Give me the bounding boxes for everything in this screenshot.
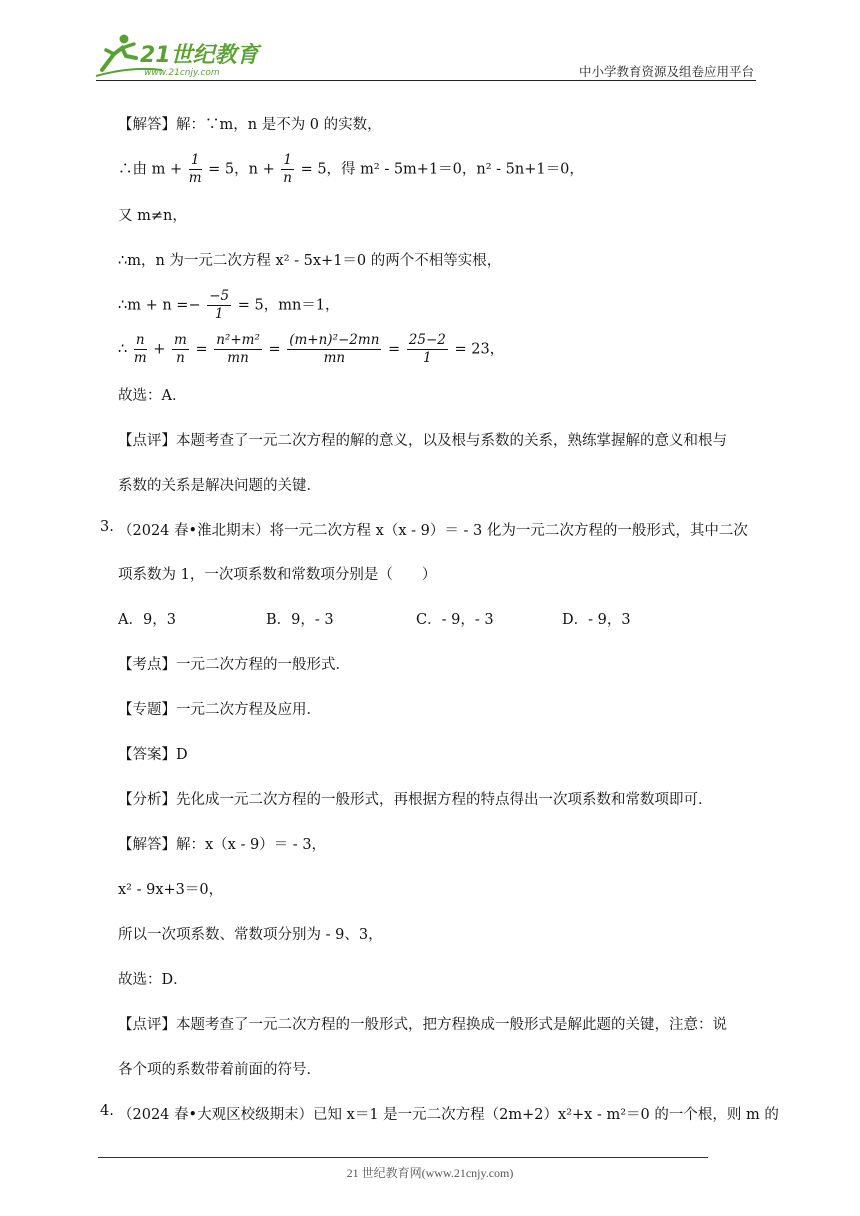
therefore-symbol: ∴: [118, 341, 128, 358]
solution-line-1: 【解答】解：x（x - 9）＝ - 3，: [118, 837, 327, 853]
numerator: (m+n)²−2mn: [289, 332, 380, 348]
answer-line-1: 【解答】解：∵m，n 是不为 0 的实数，: [118, 117, 382, 133]
answer-key-line: 【答案】D: [118, 747, 188, 763]
footer-link[interactable]: 21 世纪教育网(www.21cnjy.com): [346, 1166, 514, 1180]
answer-line-3: 又 m≠n，: [118, 208, 187, 224]
answer-line-4: ∴m，n 为一元二次方程 x² - 5x+1＝0 的两个不相等实根，: [118, 253, 502, 269]
denominator: m: [188, 170, 202, 186]
denominator: n: [283, 170, 292, 186]
footer-divider: [98, 1157, 708, 1158]
text-segment: ∴由 m +: [118, 161, 183, 178]
solution-line-3: 所以一次项系数、常数项分别为 - 9、3，: [118, 927, 383, 943]
numerator: 25−2: [408, 332, 446, 348]
numerator: n²+m²: [216, 332, 260, 348]
fraction-numeric: [407, 332, 448, 367]
runner-logo-icon: [92, 30, 262, 82]
denominator: 1: [423, 350, 432, 366]
option-a[interactable]: A．9，3: [118, 612, 176, 628]
denominator: n: [176, 350, 185, 366]
answer-line-2: [118, 152, 584, 187]
denominator: 1: [214, 306, 224, 322]
equals-sign: =: [195, 341, 208, 358]
solution-line-4: 故选：D．: [118, 972, 188, 988]
text-segment: = 5，n +: [208, 161, 275, 178]
question-3-number: 3.: [100, 519, 114, 535]
equals-sign: =: [388, 341, 401, 358]
numerator: n: [134, 332, 147, 350]
result-23: = 23，: [454, 341, 505, 358]
equals-sign: =: [268, 341, 281, 358]
header-platform-name: 中小学教育资源及组卷应用平台: [578, 64, 754, 79]
fraction-m-over-n: [172, 332, 189, 367]
site-logo[interactable]: [92, 30, 262, 82]
kaodian-line: 【考点】一元二次方程的一般形式．: [118, 657, 350, 673]
comment2-line-2: 各个项的系数带着前面的符号．: [118, 1062, 321, 1078]
option-d[interactable]: D．- 9，3: [562, 612, 631, 628]
text-segment: = 5，得 m² - 5m+1＝0，n² - 5n+1＝0，: [300, 161, 584, 178]
fraction-1-over-m: [189, 152, 202, 187]
comment-line-2: 系数的关系是解决问题的关键．: [118, 478, 321, 494]
zhuanti-line: 【专题】一元二次方程及应用．: [118, 702, 321, 718]
question-4-number: 4.: [100, 1103, 114, 1119]
answer-line-7: 故选：A．: [118, 388, 187, 404]
numerator: 1: [283, 152, 292, 168]
answer-line-5: [118, 288, 340, 323]
fraction-sum-of-squares: [214, 332, 262, 367]
numerator: −5: [209, 288, 230, 304]
numerator: m: [174, 332, 187, 348]
fraction-1-over-n: [281, 152, 294, 187]
comment2-line-1: 【点评】本题考查了一元二次方程的一般形式，把方程换成一般形式是解此题的关键，注意：说: [118, 1017, 727, 1033]
option-b[interactable]: B．9，- 3: [266, 612, 334, 628]
answer-line-6: [118, 332, 504, 367]
question-3-line-1: （2024 春•淮北期末）将一元二次方程 x（x - 9）＝ - 3 化为一元二次方程的一般形式，其中二次: [118, 523, 748, 539]
question-4-line-1: （2024 春•大观区校级期末）已知 x＝1 是一元二次方程（2m+2）x²+x - m²＝0 的一个根，则 m 的: [118, 1107, 779, 1123]
denominator: mn: [227, 350, 249, 366]
question-3-line-2: 项系数为 1，一次项系数和常数项分别是（ ）: [118, 567, 437, 583]
comment-line-1: 【点评】本题考查了一元二次方程的解的意义，以及根与系数的关系，熟练掌握解的意义和根与: [118, 433, 727, 449]
denominator: m: [133, 350, 147, 366]
numerator: 1: [189, 152, 202, 170]
logo-text: 21世纪教育: [140, 43, 259, 68]
logo-url: www.21cnjy.com: [144, 68, 220, 78]
fraction-n-over-m: [134, 332, 147, 367]
solution-line-2: x² - 9x+3＝0，: [118, 882, 224, 898]
fraction-minus5-over-1: [207, 288, 231, 323]
denominator: mn: [323, 350, 346, 366]
fraction-expanded: [287, 332, 381, 367]
plus-sign: +: [153, 341, 166, 358]
text-segment: ∴m + n =−: [118, 297, 201, 314]
header-divider: [96, 80, 756, 81]
option-c[interactable]: C．- 9，- 3: [416, 612, 494, 628]
analysis-line: 【分析】先化成一元二次方程的一般形式，再根据方程的特点得出一次项系数和常数项即可．: [118, 792, 713, 808]
text-segment: = 5，mn＝1，: [237, 297, 340, 314]
